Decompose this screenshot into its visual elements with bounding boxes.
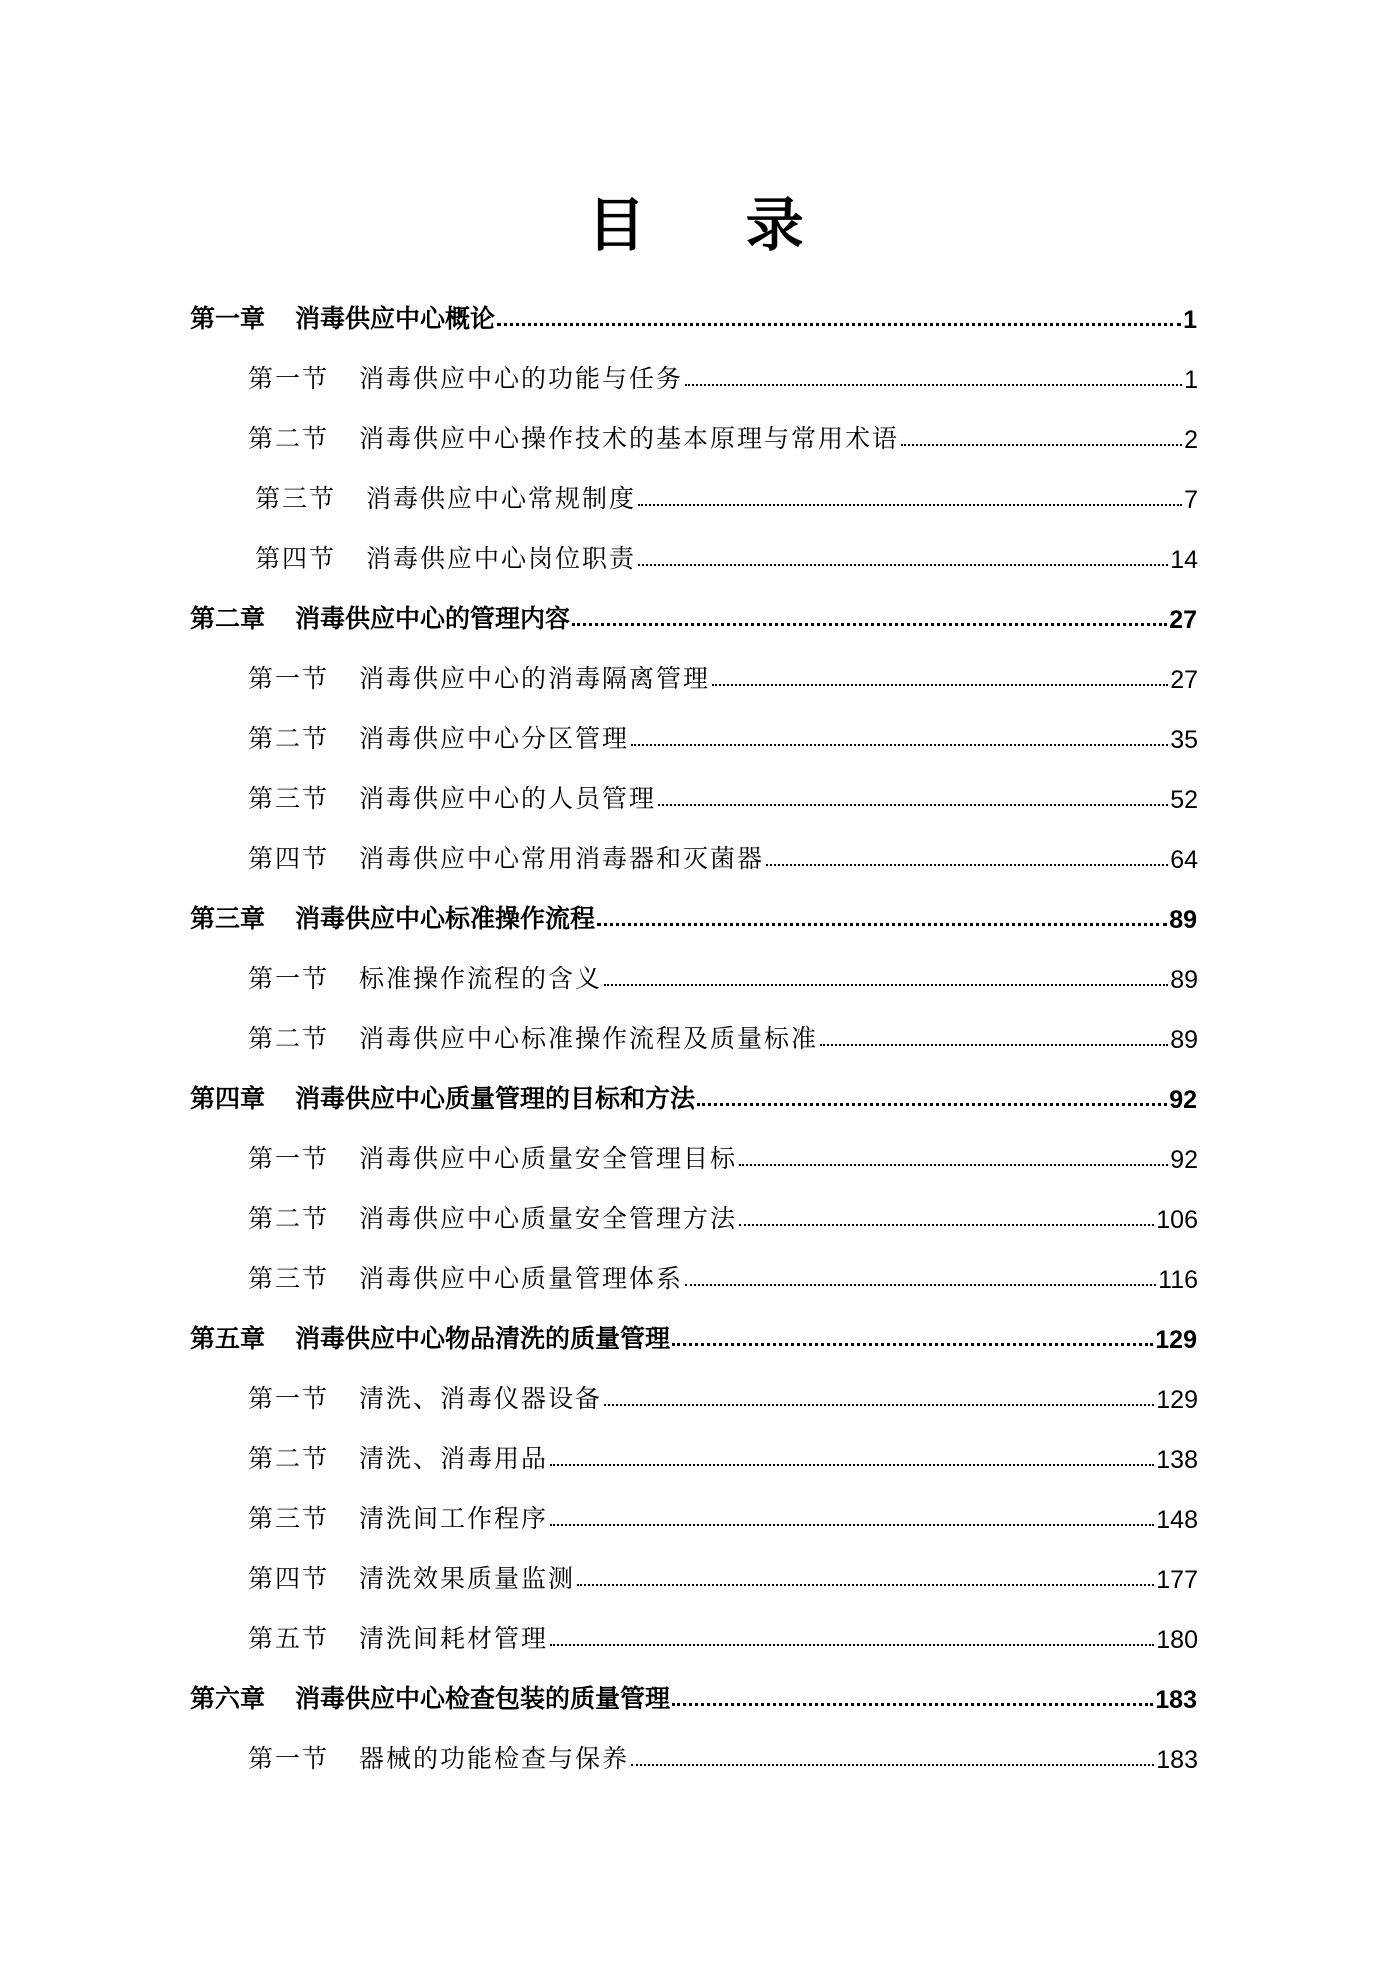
toc-entry-section[interactable] — [248, 715, 1198, 755]
toc-dot-leader — [631, 1764, 1154, 1766]
toc-entry-title: 消毒供应中心操作技术的基本原理与常用术语 — [359, 424, 900, 453]
toc-entry-page: 27 — [1169, 606, 1197, 634]
toc-entry-number: 第三章 — [190, 904, 266, 933]
toc-dot-leader — [685, 384, 1182, 386]
toc-entry-page: 138 — [1156, 1446, 1198, 1474]
toc-entry-title: 消毒供应中心标准操作流程及质量标准 — [359, 1024, 819, 1053]
toc-entry-title: 消毒供应中心质量管理的目标和方法 — [295, 1084, 696, 1113]
toc-dot-leader — [901, 444, 1182, 446]
toc-entry-section[interactable] — [248, 1495, 1198, 1535]
toc-entry-number: 第六章 — [190, 1684, 266, 1713]
toc-dot-leader — [739, 1164, 1168, 1166]
toc-entry-section[interactable] — [248, 1015, 1198, 1055]
toc-entry-page: 180 — [1156, 1626, 1198, 1654]
toc-entry-title: 消毒供应中心的管理内容 — [295, 604, 571, 633]
toc-entry-number: 第三节 — [248, 784, 330, 813]
toc-dot-leader — [658, 804, 1168, 806]
toc-entry-title: 消毒供应中心概论 — [295, 304, 496, 333]
toc-entry-chapter[interactable] — [190, 1075, 1197, 1115]
toc-entry-title: 标准操作流程的含义 — [359, 964, 603, 993]
toc-entry-number: 第三节 — [248, 1504, 330, 1533]
toc-entry-page: 1 — [1184, 366, 1198, 394]
toc-entry-page: 89 — [1170, 966, 1198, 994]
toc-entry-section[interactable] — [248, 1135, 1198, 1175]
toc-entry-page: 1 — [1183, 306, 1197, 334]
page-title: 目 录 — [587, 191, 844, 259]
toc-entry-number: 第一节 — [248, 364, 330, 393]
toc-entry-number: 第五节 — [248, 1624, 330, 1653]
toc-entry-page: 64 — [1170, 846, 1198, 874]
toc-entry-chapter[interactable] — [190, 895, 1197, 935]
toc-dot-leader — [697, 1103, 1167, 1106]
toc-dot-leader — [550, 1644, 1154, 1646]
toc-entry-title: 清洗间耗材管理 — [359, 1624, 549, 1653]
toc-entry-section[interactable] — [248, 415, 1198, 455]
toc-entry-title: 消毒供应中心分区管理 — [359, 724, 630, 753]
toc-entry-section[interactable] — [248, 955, 1198, 995]
toc-entry-number: 第二节 — [248, 1204, 330, 1233]
toc-entry-title: 消毒供应中心质量安全管理目标 — [359, 1144, 738, 1173]
toc-entry-title: 消毒供应中心检查包装的质量管理 — [295, 1684, 671, 1713]
toc-entry-page: 7 — [1184, 486, 1198, 514]
toc-dot-leader — [572, 623, 1167, 626]
toc-entry-section[interactable] — [248, 775, 1198, 815]
toc-entry-number: 第四节 — [248, 844, 330, 873]
toc-entry-number: 第二章 — [190, 604, 266, 633]
toc-entry-section[interactable] — [255, 535, 1198, 575]
toc-entry-title: 消毒供应中心质量安全管理方法 — [359, 1204, 738, 1233]
toc-entry-page: 52 — [1170, 786, 1198, 814]
toc-entry-section[interactable] — [248, 835, 1198, 875]
toc-entry-number: 第一章 — [190, 304, 266, 333]
toc-entry-section[interactable] — [248, 1195, 1198, 1235]
toc-entry-title: 消毒供应中心常规制度 — [366, 484, 637, 513]
toc-entry-chapter[interactable] — [190, 295, 1197, 335]
toc-dot-leader — [577, 1584, 1154, 1586]
toc-entry-number: 第五章 — [190, 1324, 266, 1353]
toc-entry-page: 183 — [1156, 1746, 1198, 1774]
toc-dot-leader — [497, 323, 1181, 326]
toc-entry-section[interactable] — [248, 1255, 1198, 1295]
toc-entry-page: 106 — [1156, 1206, 1198, 1234]
toc-entry-title: 消毒供应中心常用消毒器和灭菌器 — [359, 844, 765, 873]
toc-entry-section[interactable] — [248, 655, 1198, 695]
toc-entry-number: 第一节 — [248, 664, 330, 693]
toc-entry-number: 第二节 — [248, 1024, 330, 1053]
toc-entry-title: 消毒供应中心的消毒隔离管理 — [359, 664, 711, 693]
toc-entry-title: 消毒供应中心的功能与任务 — [359, 364, 684, 393]
toc-entry-page: 177 — [1156, 1566, 1198, 1594]
toc-entry-number: 第二节 — [248, 1444, 330, 1473]
toc-dot-leader — [550, 1464, 1154, 1466]
toc-entry-section[interactable] — [248, 1615, 1198, 1655]
toc-entry-section[interactable] — [248, 355, 1198, 395]
toc-entry-page: 89 — [1170, 1026, 1198, 1054]
toc-entry-page: 183 — [1155, 1686, 1197, 1714]
toc-dot-leader — [604, 984, 1168, 986]
toc-entry-page: 129 — [1156, 1386, 1198, 1414]
toc-entry-page: 35 — [1170, 726, 1198, 754]
toc-entry-title: 清洗间工作程序 — [359, 1504, 549, 1533]
toc-entry-title: 消毒供应中心质量管理体系 — [359, 1264, 684, 1293]
toc-entry-page: 148 — [1156, 1506, 1198, 1534]
toc-entry-number: 第一节 — [248, 1744, 330, 1773]
toc-entry-section[interactable] — [248, 1435, 1198, 1475]
toc-entry-chapter[interactable] — [190, 1675, 1197, 1715]
toc-dot-leader — [638, 564, 1168, 566]
toc-entry-title: 消毒供应中心岗位职责 — [366, 544, 637, 573]
toc-dot-leader — [631, 744, 1168, 746]
toc-entry-page: 116 — [1158, 1266, 1198, 1294]
toc-entry-page: 92 — [1169, 1086, 1197, 1114]
toc-entry-section[interactable] — [248, 1555, 1198, 1595]
toc-dot-leader — [550, 1524, 1154, 1526]
toc-dot-leader — [604, 1404, 1154, 1406]
toc-entry-number: 第二节 — [248, 424, 330, 453]
toc-entry-chapter[interactable] — [190, 595, 1197, 635]
toc-entry-number: 第四节 — [255, 544, 337, 573]
toc-entry-page: 129 — [1155, 1326, 1197, 1354]
toc-dot-leader — [685, 1284, 1156, 1286]
toc-entry-number: 第一节 — [248, 964, 330, 993]
toc-entry-title: 器械的功能检查与保养 — [359, 1744, 630, 1773]
toc-dot-leader — [672, 1343, 1153, 1346]
toc-entry-number: 第四章 — [190, 1084, 266, 1113]
toc-dot-leader — [672, 1703, 1153, 1706]
toc-entry-title: 清洗、消毒仪器设备 — [359, 1384, 603, 1413]
toc-dot-leader — [739, 1224, 1154, 1226]
toc-entry-section[interactable] — [248, 1375, 1198, 1415]
toc-entry-number: 第一节 — [248, 1144, 330, 1173]
toc-entry-page: 27 — [1170, 666, 1198, 694]
toc-entry-section[interactable] — [255, 475, 1198, 515]
toc-entry-number: 第四节 — [248, 1564, 330, 1593]
toc-entry-chapter[interactable] — [190, 1315, 1197, 1355]
toc-entry-title: 消毒供应中心标准操作流程 — [295, 904, 596, 933]
toc-dot-leader — [712, 684, 1168, 686]
toc-entry-section[interactable] — [248, 1735, 1198, 1775]
toc-entry-title: 消毒供应中心的人员管理 — [359, 784, 657, 813]
toc-entry-number: 第三节 — [248, 1264, 330, 1293]
toc-entry-title: 清洗、消毒用品 — [359, 1444, 549, 1473]
toc-entry-number: 第三节 — [255, 484, 337, 513]
toc-entry-number: 第二节 — [248, 724, 330, 753]
toc-entry-page: 92 — [1170, 1146, 1198, 1174]
toc-entry-title: 清洗效果质量监测 — [359, 1564, 576, 1593]
toc-dot-leader — [638, 504, 1182, 506]
toc-entry-title: 消毒供应中心物品清洗的质量管理 — [295, 1324, 671, 1353]
toc-dot-leader — [820, 1044, 1168, 1046]
toc-dot-leader — [597, 923, 1167, 926]
toc-entry-page: 2 — [1184, 426, 1198, 454]
toc-dot-leader — [766, 864, 1168, 866]
toc-entry-page: 89 — [1169, 906, 1197, 934]
toc-entry-number: 第一节 — [248, 1384, 330, 1413]
toc-entry-page: 14 — [1170, 546, 1198, 574]
